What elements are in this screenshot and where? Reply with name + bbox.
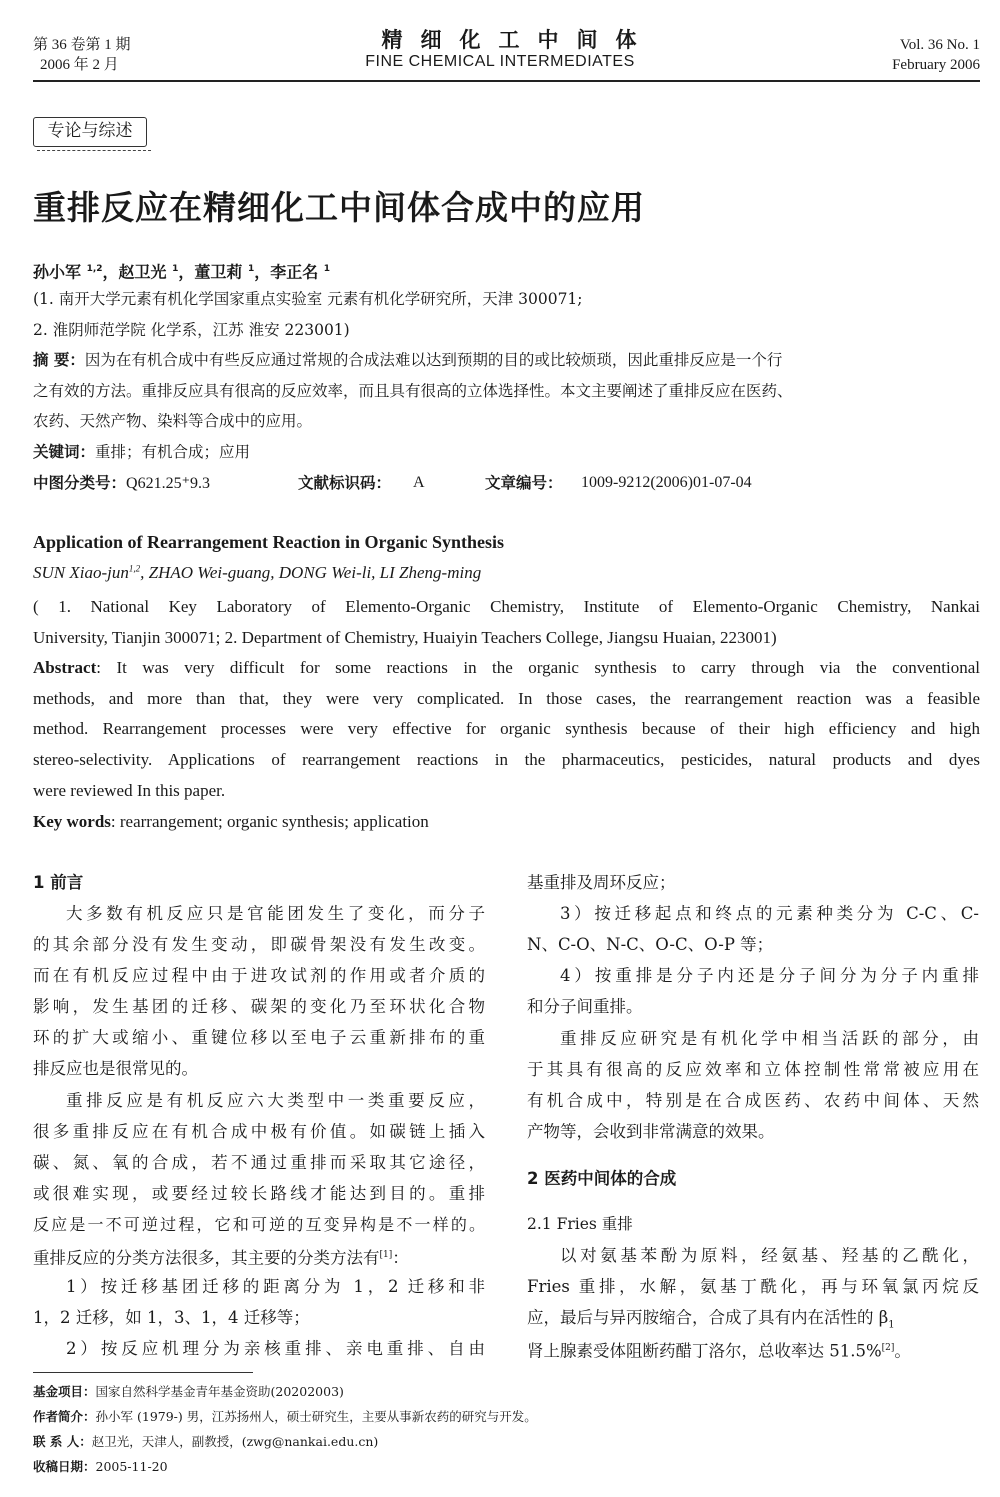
right-line-8: 有机合成中，特别是在合成医药、农药中间体、天然	[527, 1091, 979, 1110]
footnote-received	[33, 1454, 168, 1479]
keywords-en-text: : rearrangement; organic synthesis; application	[110, 812, 429, 831]
abstract-en-label: Abstract	[33, 658, 97, 677]
title-en: Application of Rearrangement Reaction in Organic Synthesis	[33, 532, 504, 552]
affiliation-en-1: ( 1. National Key Laboratory of Elemento-Organic Chemistry, Institute of Elemento-Organic Chemistry, Nankai	[33, 597, 980, 616]
author-bio-text: 孙小军 (1979-) 男，江苏扬州人，硕士研究生，主要从事新农药的研究与开发。	[95, 1409, 537, 1424]
authors-en-affil: 1,2	[128, 563, 141, 574]
left-line-12-text: 重排反应的分类方法很多，其主要的分类方法有	[33, 1248, 380, 1268]
authors-en	[33, 563, 481, 583]
keywords-en	[33, 807, 980, 837]
abstract-en-line-1	[33, 653, 980, 683]
left-line-10: 或很难实现，或要经过较长路线才能达到目的。重排	[33, 1184, 485, 1203]
affiliation-en-2: University, Tianjin 300071; 2. Department of Chemistry, Huaiyin Teachers College, Jiangsu Huaian, 223001)	[33, 628, 777, 647]
abstract-en-line-4: stereo-selectivity. Applications of rearrangement reactions in the pharmaceutics, pesticides, natural products and dyes	[33, 750, 980, 769]
author-bio-label: 作者简介：	[33, 1409, 96, 1424]
author-1: 孙小军	[33, 262, 87, 282]
received-label: 收稿日期：	[33, 1459, 96, 1474]
received-text: 2005-11-20	[95, 1459, 168, 1474]
header-rule	[33, 80, 980, 82]
fund-text: 国家自然科学基金青年基金资助(20202003)	[95, 1384, 344, 1399]
date-en: February 2006	[892, 57, 980, 73]
author-2: ，赵卫光	[102, 262, 173, 282]
author-4: ，李正名	[254, 262, 324, 282]
left-line-12-end: ：	[392, 1248, 409, 1268]
keywords-cn	[33, 439, 980, 465]
subsection-2-1-heading: 2.1 Fries 重排	[527, 1215, 633, 1233]
ref-1: [1]	[379, 1250, 393, 1260]
abstract-cn-line-1	[33, 347, 980, 373]
authors-en-2: , ZHAO Wei-guang, DONG Wei-li, LI Zheng-ming	[140, 563, 482, 582]
right-line-9: 产物等，会收到非常满意的效果。	[527, 1122, 775, 1141]
column-tag	[33, 117, 147, 147]
article-no-value: 1009-9212(2006)01-07-04	[581, 474, 752, 491]
journal-name-en: FINE CHEMICAL INTERMEDIATES	[365, 53, 635, 70]
classification-line	[33, 470, 980, 497]
abstract-en-text-1: : It was very difficult for some reactions in the organic synthesis to carry through via the conventional	[96, 658, 980, 677]
journal-name-cn: 精细化工中间体	[381, 28, 655, 52]
doc-code-label: 文献标识码：	[298, 474, 392, 492]
footnote-contact	[33, 1429, 378, 1454]
right-line-5: 和分子间重排。	[527, 997, 643, 1016]
ref-2: [2]	[881, 1343, 895, 1353]
right-line-7: 于其具有很高的反应效率和立体控制性常常被应用在	[527, 1060, 979, 1079]
footnote-author	[33, 1404, 537, 1429]
author-4-affil: 1	[323, 264, 331, 274]
clc-value: Q621.25⁺9.3	[126, 475, 211, 492]
left-line-7: 重排反应是有机反应六大类型中一类重要反应，	[66, 1091, 485, 1110]
issue-en: Vol. 36 No. 1	[899, 37, 980, 53]
authors-en-1: SUN Xiao-jun	[33, 563, 129, 582]
beta-subscript: 1	[888, 1319, 895, 1331]
keywords-cn-label: 关键词：	[33, 443, 96, 461]
author-2-affil: 1	[172, 264, 179, 274]
affiliation-cn-1: (1. 南开大学元素有机化学国家重点实验室 元素有机化学研究所，天津 300071;	[33, 290, 583, 308]
issue-cn: 第 36 卷第 1 期	[33, 37, 131, 53]
left-line-12	[33, 1240, 485, 1274]
footnote-rule	[33, 1372, 253, 1373]
left-line-4: 影响，发生基团的迁移、碳架的变化乃至环状化合物	[33, 997, 485, 1016]
right-line-12-text: 应，最后与异丙胺缩合，合成了具有内在活性的 β	[527, 1308, 889, 1327]
section-1-heading: 1 前言	[33, 873, 84, 892]
right-line-11: Fries 重排，水解，氨基丁酰化，再与环氧氯丙烷反	[527, 1277, 979, 1296]
affiliation-cn-2: 2. 淮阴师范学院 化学系，江苏 淮安 223001)	[33, 321, 350, 339]
date-cn: 2006 年 2 月	[40, 57, 119, 73]
left-line-14: 1，2 迁移，如 1，3、1，4 迁移等；	[33, 1308, 310, 1327]
footnote-fund	[33, 1379, 344, 1404]
right-line-4: 4）按重排是分子内还是分子间分为分子内重排	[560, 966, 979, 985]
abstract-en-line-2: methods, and more than that, they were very complicated. In those cases, the rearrangement reaction was a feasible	[33, 689, 980, 708]
clc-label: 中图分类号：	[33, 474, 127, 492]
abstract-en-line-5: were reviewed In this paper.	[33, 781, 226, 800]
abstract-cn-text-1: 因为在有机合成中有些反应通过常规的合成法难以达到预期的目的或比较烦琐，因此重排反应是一个行	[84, 351, 783, 369]
right-line-3: N、C-O、N-C、O-C、O-P 等；	[527, 935, 774, 954]
article-no-label: 文章编号：	[485, 474, 563, 492]
left-line-8: 很多重排反应在有机合成中极有价值。如碳链上插入	[33, 1122, 485, 1141]
author-3: ，董卫莉	[178, 262, 248, 282]
abstract-en-line-3: method. Rearrangement processes were very effective for organic synthesis because of their high efficiency and high	[33, 719, 980, 738]
left-line-5: 环的扩大或缩小、重键位移以至电子云重新排布的重	[33, 1028, 485, 1047]
column-tag-label: 专论与综述	[47, 121, 133, 141]
left-line-15: 2）按反应机理分为亲核重排、亲电重排、自由	[66, 1339, 485, 1358]
abstract-cn-label: 摘 要：	[33, 351, 85, 369]
left-line-1: 大多数有机反应只是官能团发生了变化，而分子	[66, 904, 485, 923]
right-line-13	[527, 1333, 979, 1367]
contact-text: 赵卫光，天津人，副教授，(zwg@nankai.edu.cn)	[91, 1434, 379, 1449]
fund-label: 基金项目：	[33, 1384, 96, 1399]
abstract-cn-line-3: 农药、天然产物、染料等合成中的应用。	[33, 412, 313, 430]
right-line-13-text: 肾上腺素受体阻断药醋丁洛尔，总收率达 51.5%	[527, 1341, 882, 1361]
abstract-cn-line-2: 之有效的方法。重排反应具有很高的反应效率，而且具有很高的立体选择性。本文主要阐述了重排反应在医药、	[33, 382, 793, 400]
right-line-1: 基重排及周环反应；	[527, 873, 676, 892]
right-line-10: 以对氨基苯酚为原料，经氨基、羟基的乙酰化，	[560, 1246, 979, 1265]
left-line-6: 排反应也是很常见的。	[33, 1059, 198, 1078]
author-3-affil: 1	[247, 264, 255, 274]
keywords-cn-text: 重排；有机合成；应用	[95, 443, 251, 461]
left-line-13: 1）按迁移基团迁移的距离分为 1，2 迁移和非	[66, 1277, 485, 1296]
doc-code-value: A	[413, 474, 425, 491]
right-line-2: 3）按迁移起点和终点的元素种类分为 C-C、C-	[560, 904, 979, 923]
contact-label: 联 系 人：	[33, 1434, 92, 1449]
authors-cn	[33, 256, 980, 285]
left-line-3: 而在有机反应过程中由于进攻试剂的作用或者介质的	[33, 966, 485, 985]
left-line-9: 碳、氮、氧的合成，若不通过重排而采取其它途径，	[33, 1153, 485, 1172]
author-1-affil: 1,2	[86, 264, 103, 274]
article-title: 重排反应在精细化工中间体合成中的应用	[33, 188, 645, 227]
right-line-13-end: 。	[894, 1341, 911, 1361]
right-line-6: 重排反应研究是有机化学中相当活跃的部分，由	[560, 1029, 979, 1048]
keywords-en-label: Key words	[33, 812, 111, 831]
left-line-11: 反应是一不可逆过程，它和可逆的互变异构是不一样的。	[33, 1215, 485, 1234]
left-line-2: 的其余部分没有发生变动，即碳骨架没有发生改变。	[33, 935, 485, 954]
section-2-heading: 2 医药中间体的合成	[527, 1169, 677, 1188]
